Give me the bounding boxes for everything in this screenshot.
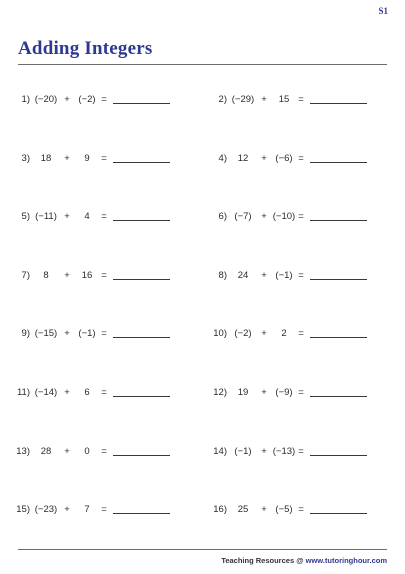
plus-operator: + [64,94,70,105]
equals-sign: = [298,445,304,457]
equals-sign: = [101,94,107,105]
equals-sign: = [298,328,304,340]
answer-line[interactable] [113,386,170,397]
problem-number: 14) [213,445,227,457]
plus-operator: + [64,328,70,340]
second-addend: 0 [84,445,90,457]
plus-operator: + [64,504,70,516]
second-addend: 4 [84,211,90,223]
plus-operator: + [64,211,70,223]
first-addend: (−23) [34,504,58,516]
first-addend: (−20) [34,94,58,105]
problem-number: 6) [218,211,227,223]
first-addend: 25 [237,504,249,516]
second-addend: 15 [278,94,290,105]
first-addend: (−15) [34,328,58,340]
equals-sign: = [101,445,107,457]
answer-line[interactable] [310,327,367,338]
second-addend: (−2) [78,94,96,105]
answer-line[interactable] [310,269,367,280]
answer-line[interactable] [113,269,170,280]
answer-line[interactable] [113,327,170,338]
answer-line[interactable] [310,386,367,397]
problem-number: 2) [218,94,227,105]
second-addend: (−1) [275,269,293,281]
equals-sign: = [101,211,107,223]
problem-number: 16) [213,504,227,516]
answer-line[interactable] [310,503,367,514]
first-addend: 19 [237,387,249,398]
second-addend: (−9) [275,387,293,398]
answer-line[interactable] [310,93,367,104]
answer-line[interactable] [310,210,367,221]
equals-sign: = [101,504,107,516]
page-title: Adding Integers [18,38,153,59]
answer-line[interactable] [113,93,170,104]
plus-operator: + [64,269,70,281]
second-addend: (−1) [78,328,96,340]
second-addend: 6 [84,387,90,398]
equals-sign: = [298,211,304,223]
second-addend: 7 [84,504,90,516]
problem-number: 8) [218,269,227,281]
plus-operator: + [261,94,267,105]
footer-text: Teaching Resources @ [221,556,306,565]
answer-line[interactable] [113,445,170,456]
equals-sign: = [101,269,107,281]
footer-divider [18,549,387,550]
equals-sign: = [101,328,107,340]
second-addend: 9 [84,152,90,164]
first-addend: (−7) [234,211,252,223]
equals-sign: = [298,387,304,398]
first-addend: 24 [237,269,249,281]
problem-number: 12) [213,387,227,398]
first-addend: 8 [43,269,49,281]
footer [221,556,387,565]
second-addend: (−6) [275,152,293,164]
plus-operator: + [261,152,267,164]
second-addend: 16 [81,269,93,281]
answer-line[interactable] [310,152,367,163]
answer-line[interactable] [113,152,170,163]
answer-line[interactable] [113,210,170,221]
answer-line[interactable] [113,503,170,514]
problem-number: 1) [21,94,30,105]
set-label: S1 [378,6,388,16]
problem-number: 5) [21,211,30,223]
first-addend: (−11) [35,211,57,223]
plus-operator: + [64,152,70,164]
equals-sign: = [101,387,107,398]
plus-operator: + [261,504,267,516]
first-addend: (−2) [234,328,252,340]
plus-operator: + [64,445,70,457]
problem-number: 7) [21,269,30,281]
equals-sign: = [298,152,304,164]
answer-line[interactable] [310,445,367,456]
first-addend: 18 [40,152,52,164]
equals-sign: = [298,504,304,516]
footer-url: www.tutoringhour.com [305,556,387,565]
plus-operator: + [64,387,70,398]
second-addend: 2 [281,328,287,340]
plus-operator: + [261,445,267,457]
plus-operator: + [261,328,267,340]
equals-sign: = [298,269,304,281]
second-addend: (−5) [275,504,293,516]
problem-number: 15) [16,504,30,516]
second-addend: (−10) [272,211,296,223]
plus-operator: + [261,269,267,281]
first-addend: 28 [40,445,52,457]
problem-number: 10) [213,328,227,340]
equals-sign: = [298,94,304,105]
problem-number: 4) [218,152,227,164]
equals-sign: = [101,152,107,164]
plus-operator: + [261,387,267,398]
first-addend: (−1) [234,445,252,457]
first-addend: (−29) [231,94,255,105]
problem-number: 13) [16,445,30,457]
second-addend: (−13) [272,445,296,457]
problem-number: 9) [21,328,30,340]
problem-number: 11) [16,387,30,398]
plus-operator: + [261,211,267,223]
problem-number: 3) [21,152,30,164]
first-addend: (−14) [34,387,58,398]
first-addend: 12 [237,152,249,164]
